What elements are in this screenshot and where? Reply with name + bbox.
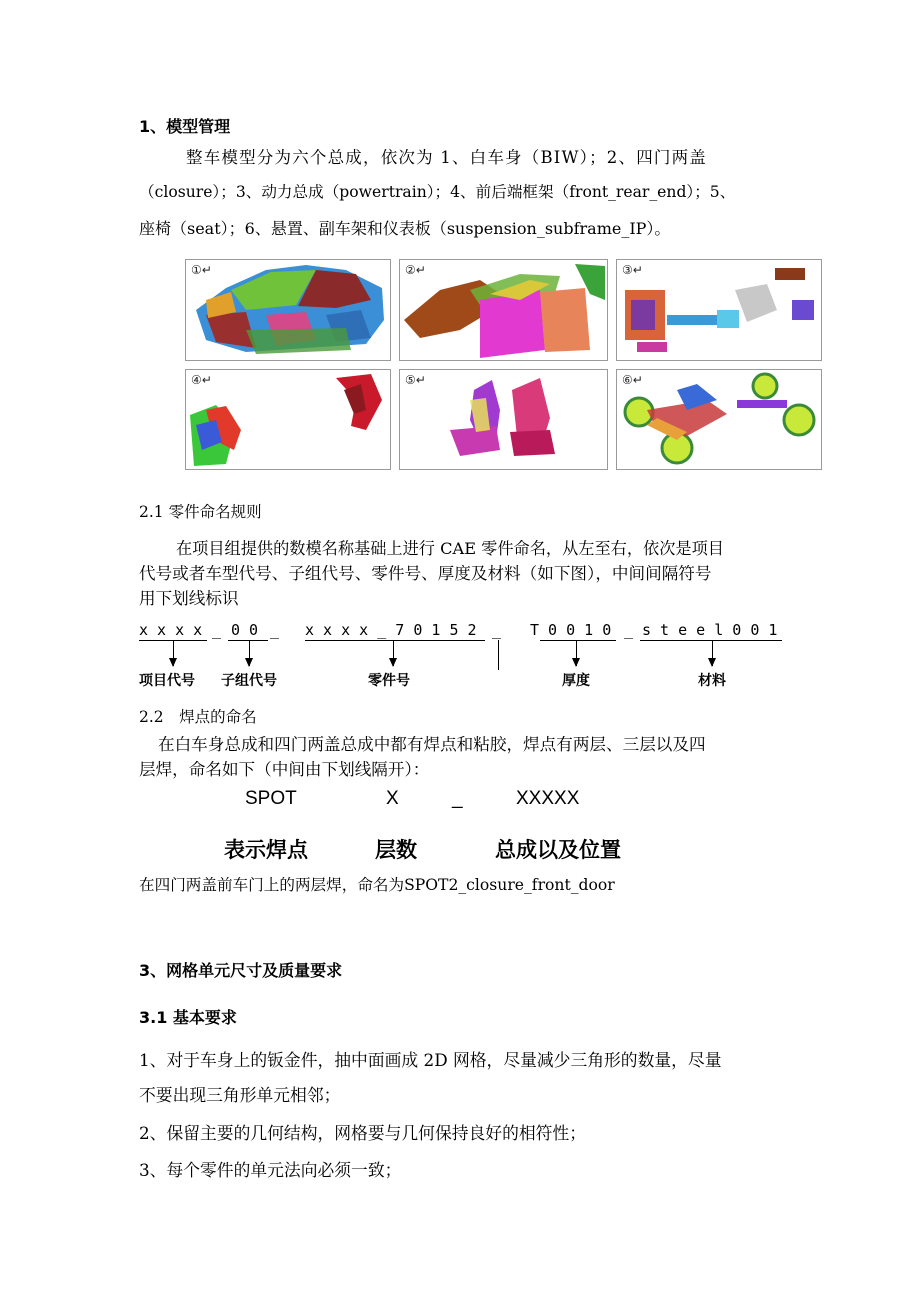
spot-code: SPOT — [245, 788, 297, 809]
naming-separator: _ — [270, 621, 280, 639]
figure-panel-suspension — [616, 369, 822, 470]
biw-body-illustration — [186, 260, 390, 360]
arrow-down-icon — [712, 641, 713, 666]
section-3-1-item1-line2: 不要出现三角形单元相邻； — [139, 1085, 341, 1105]
arrow-down-icon — [249, 641, 250, 666]
underline — [540, 640, 616, 641]
label-thickness: 厚度 — [562, 673, 590, 689]
figure-label: ①↵ — [191, 263, 212, 277]
naming-subgroup-code: 0 0 — [231, 621, 259, 639]
naming-thickness: T 0 0 1 0 — [530, 621, 612, 639]
figure-panel-seat — [399, 369, 608, 470]
naming-part-number: x x x x _ 7 0 1 5 2 — [305, 621, 477, 639]
closure-doors-illustration — [400, 260, 607, 360]
suspension-illustration — [617, 370, 821, 469]
underline — [640, 640, 782, 641]
naming-separator: _ — [492, 621, 502, 639]
section-2-1-para-line3: 用下划线标识 — [139, 589, 239, 608]
section-3-1-item3: 3、每个零件的单元法向必须一致； — [139, 1160, 402, 1180]
section-1-para-line3: 座椅（seat）；6、悬置、副车架和仪表板（suspension_subframe_IP）。 — [139, 219, 671, 238]
arrow-down-icon — [576, 641, 577, 666]
spot-example: 在四门两盖前车门上的两层焊，命名为SPOT2_closure_front_door — [139, 876, 615, 894]
front-rear-end-illustration — [186, 370, 390, 469]
figure-panel-powertrain — [616, 259, 822, 361]
figure-label: ⑥↵ — [622, 373, 643, 387]
section-2-1-para-line2: 代号或者车型代号、子组代号、零件号、厚度及材料（如下图），中间间隔符号 — [139, 564, 712, 583]
section-1-para-line2: （closure）；3、动力总成（powertrain）；4、前后端框架（front_rear_end）；5、 — [139, 183, 736, 201]
label-project-code: 项目代号 — [139, 673, 195, 689]
figure-label: ⑤↵ — [405, 373, 426, 387]
arrow-down-icon — [173, 641, 174, 666]
label-part-number: 零件号 — [368, 673, 410, 689]
figure-label: ②↵ — [405, 263, 426, 277]
powertrain-illustration — [617, 260, 821, 360]
label-material: 材料 — [698, 673, 726, 689]
figure-label: ③↵ — [622, 263, 643, 277]
underline — [228, 640, 268, 641]
naming-separator: _ — [624, 621, 634, 639]
section-3-1-heading: 3.1 基本要求 — [139, 1008, 237, 1027]
spot-separator: _ — [452, 788, 463, 809]
naming-material: s t e e l 0 0 1 — [642, 621, 778, 639]
section-3-heading: 3、网格单元尺寸及质量要求 — [139, 961, 343, 980]
figure-panel-biw — [185, 259, 391, 361]
section-1-para-line1: 整车模型分为六个总成，依次为 1、白车身（BIW）；2、四门两盖 — [186, 148, 707, 167]
arrow-down-icon — [393, 641, 394, 666]
spot-position-code: XXXXX — [516, 788, 580, 809]
figure-panel-front-rear-end — [185, 369, 391, 470]
label-subgroup-code: 子组代号 — [221, 673, 277, 689]
label-layers: 层数 — [375, 838, 417, 862]
seat-illustration — [400, 370, 607, 469]
section-2-2-heading: 2.2 焊点的命名 — [139, 708, 257, 726]
section-3-1-item2: 2、保留主要的几何结构，网格要与几何保持良好的相符性； — [139, 1123, 586, 1143]
label-spot: 表示焊点 — [224, 838, 308, 862]
naming-project-code: x x x x — [139, 621, 203, 639]
underline — [305, 640, 485, 641]
section-2-1-heading: 2.1 零件命名规则 — [139, 503, 262, 521]
naming-separator: _ — [212, 621, 222, 639]
label-position: 总成以及位置 — [495, 838, 621, 862]
spot-layer-code: X — [386, 788, 399, 809]
figure-label: ④↵ — [191, 373, 212, 387]
separator-tick — [498, 640, 499, 670]
section-1-heading: 1、模型管理 — [139, 117, 231, 136]
section-2-1-para-line1: 在项目组提供的数模名称基础上进行 CAE 零件命名，从左至右，依次是项目 — [176, 539, 724, 558]
section-2-2-para-line2: 层焊，命名如下（中间由下划线隔开）： — [139, 760, 430, 779]
figure-panel-closure — [399, 259, 608, 361]
section-3-1-item1-line1: 1、对于车身上的钣金件，抽中面画成 2D 网格，尽量减少三角形的数量，尽量 — [139, 1050, 722, 1070]
section-2-2-para-line1: 在白车身总成和四门两盖总成中都有焊点和粘胶，焊点有两层、三层以及四 — [158, 735, 706, 754]
